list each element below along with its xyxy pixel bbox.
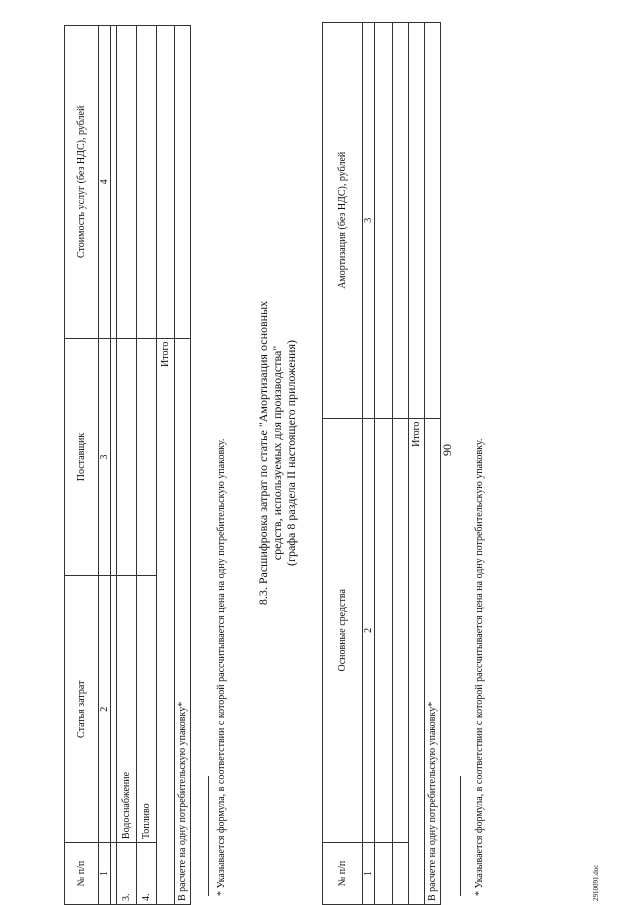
- footnote-separator: [208, 776, 209, 896]
- section-heading: [256, 218, 298, 688]
- file-id: 2910091.doc: [592, 864, 600, 901]
- col-number: 1: [99, 843, 111, 905]
- heading-line: 8.3. Расшифровка затрат по статье "Амортизация основных: [256, 300, 270, 606]
- total-label: Итого: [409, 418, 425, 904]
- column-number-row: [363, 23, 375, 905]
- table-row: [375, 23, 393, 905]
- row-supplier: [117, 338, 137, 576]
- footnote-separator: [460, 776, 461, 896]
- header-depreciation: Амортизация (без НДС), рублей: [323, 23, 363, 419]
- header-supplier: Поставщик: [65, 338, 99, 576]
- suppliers-cost-table: [64, 25, 191, 905]
- per-unit-row: [175, 26, 191, 905]
- table-header-row: [323, 23, 363, 905]
- total-value: [157, 26, 175, 339]
- header-fixed-assets: Основные средства: [323, 418, 363, 843]
- page-number: 90: [440, 444, 454, 456]
- per-unit-label: В расчете на одну потребительскую упаковку*: [425, 418, 441, 904]
- header-cost-item: Статья затрат: [65, 576, 99, 843]
- col-number: 2: [99, 576, 111, 843]
- total-row: [157, 26, 175, 905]
- header-num: № п/п: [65, 843, 99, 905]
- row-cost: [137, 26, 157, 339]
- per-unit-row: [425, 23, 441, 905]
- header-num: № п/п: [323, 843, 363, 905]
- heading-line: (графа 8 раздела II настоящего приложения): [284, 340, 298, 566]
- total-label: Итого: [157, 338, 175, 904]
- col-number: 2: [363, 418, 375, 843]
- row-item: Топливо: [137, 576, 157, 843]
- footnote: * Указывается формула, в соответствии с которой рассчитывается цена на одну потребительскую упаковку.: [216, 438, 227, 896]
- row-cost: [117, 26, 137, 339]
- col-number: 3: [99, 338, 111, 576]
- heading-line: средств, используемых для производства": [270, 345, 284, 561]
- depreciation-table: [322, 22, 441, 905]
- table-row: [393, 23, 409, 905]
- table-row: [137, 26, 157, 905]
- per-unit-label: В расчете на одну потребительскую упаковку*: [175, 338, 191, 904]
- total-row: [409, 23, 425, 905]
- row-num: 3.: [117, 843, 137, 905]
- row-item: Водоснабжение: [117, 576, 137, 843]
- row-supplier: [137, 338, 157, 576]
- table-row: [117, 26, 137, 905]
- col-number: 1: [363, 843, 375, 905]
- row-num: 4.: [137, 843, 157, 905]
- footnote: * Указывается формула, в соответствии с которой рассчитывается цена на одну потребительскую упаковку.: [474, 438, 485, 896]
- col-number: 3: [363, 23, 375, 419]
- per-unit-value: [425, 23, 441, 419]
- column-number-row: [99, 26, 111, 905]
- col-number: 4: [99, 26, 111, 339]
- total-value: [409, 23, 425, 419]
- table-header-row: [65, 26, 99, 905]
- header-service-cost: Стоимость услуг (без НДС), рублей: [65, 26, 99, 339]
- per-unit-value: [175, 26, 191, 339]
